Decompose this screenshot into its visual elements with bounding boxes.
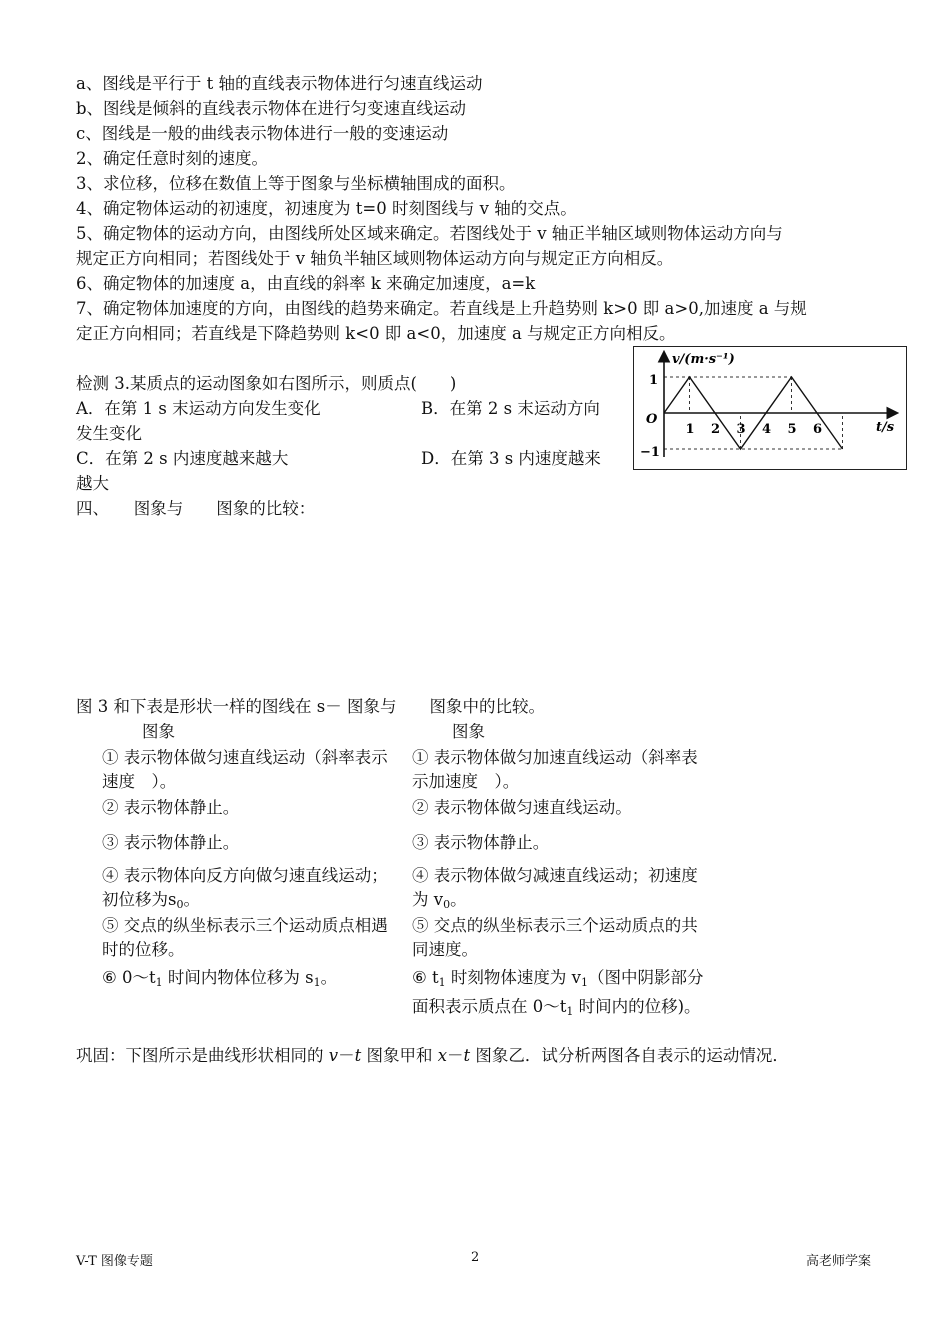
consolidate-line: 巩固：下图所示是曲线形状相同的 v－t 图象甲和 x－t 图象乙．试分析两图各自表示的运动情况．	[76, 1046, 789, 1065]
option-d: D．在第 3 s 内速度越来	[421, 449, 601, 468]
section-heading: 四、 图象与 图象的比较：	[76, 499, 316, 518]
text-line: 3、求位移，位移在数值上等于图象与坐标横轴围成的面积。	[76, 174, 516, 193]
table-cell-right: ② 表示物体做匀速直线运动。	[412, 798, 632, 817]
option-b-cont: 发生变化	[76, 424, 142, 443]
option-b: B．在第 2 s 末运动方向	[421, 399, 600, 418]
footer-left: V-T 图像专题	[76, 1254, 153, 1269]
text-line: c、图线是一般的曲线表示物体进行一般的变速运动	[76, 124, 449, 143]
x-tick-label: 3	[736, 422, 746, 437]
text-line: 4、确定物体运动的初速度，初速度为 t=0 时刻图线与 v 轴的交点。	[76, 199, 577, 218]
table-cell-left: ⑤ 交点的纵坐标表示三个运动质点相遇时的位移。	[102, 916, 388, 959]
table-cell-right: ⑤ 交点的纵坐标表示三个运动质点的共同速度。	[412, 916, 698, 959]
text-line: b、图线是倾斜的直线表示物体在进行匀变速直线运动	[76, 99, 467, 118]
x-tick-label: 6	[813, 422, 823, 437]
option-d-cont: 越大	[76, 474, 109, 493]
text-line: 5、确定物体的运动方向，由图线所处区域来确定。若图线处于 v 轴正半轴区域则物体运动方向与	[76, 224, 783, 243]
compare-intro: 图 3 和下表是形状一样的图线在 s－ 图象与 图象中的比较。	[76, 697, 545, 716]
t-axis-label: t/s	[876, 420, 895, 435]
table-head-left: 图象	[142, 722, 175, 741]
y-tick-neg1: −1	[640, 445, 660, 460]
table-cell-right: ⑥ $t_1$ 时刻物体速度为 $v_1$（图中阴影部分面积表示质点在 $0\sim t_1$ 时间内的位移)。	[412, 968, 704, 1018]
text-line: 7、确定物体加速度的方向，由图线的趋势来确定。若直线是上升趋势则 k>0 即 a>0,加速度 a 与规	[76, 299, 807, 318]
text-line: a、图线是平行于 t 轴的直线表示物体进行匀速直线运动	[76, 74, 483, 93]
x-tick-label: 5	[787, 422, 797, 437]
text-line: 2、确定任意时刻的速度。	[76, 149, 268, 168]
text-line: 定正方向相同；若直线是下降趋势则 k<0 即 a<0，加速度 a 与规定正方向相反。	[76, 324, 676, 343]
x-tick-label: 1	[685, 422, 695, 437]
table-cell-right: ④ 表示物体做匀减速直线运动；初速度为 $v_0$。	[412, 866, 698, 911]
table-cell-right: ③ 表示物体静止。	[412, 833, 550, 852]
table-cell-left: ④ 表示物体向反方向做匀速直线运动；初位移为$s_0$。	[102, 866, 388, 911]
option-a: A．在第 1 s 末运动方向发生变化	[76, 399, 321, 418]
table-cell-left: ⑥ $0\sim t_1$ 时间内物体位移为 $s_1$。	[102, 968, 338, 989]
y-tick-1: 1	[649, 373, 659, 388]
table-cell-left: ① 表示物体做匀速直线运动（斜率表示速度 ）。	[102, 748, 388, 791]
origin-label: O	[646, 412, 658, 427]
text-line: 规定正方向相同；若图线处于 v 轴负半轴区域则物体运动方向与规定正方向相反。	[76, 249, 674, 268]
table-cell-left: ③ 表示物体静止。	[102, 833, 240, 852]
velocity-time-svg	[634, 347, 906, 469]
v-axis-label: v/(m·s⁻¹)	[672, 352, 735, 367]
option-c: C．在第 2 s 内速度越来越大	[76, 449, 289, 468]
table-cell-right: ① 表示物体做匀加速直线运动（斜率表示加速度 ）。	[412, 748, 698, 791]
x-tick-label: 2	[711, 422, 721, 437]
footer-right: 高老师学案	[806, 1254, 872, 1269]
velocity-time-graph	[633, 346, 907, 470]
text-line: 6、确定物体的加速度 a，由直线的斜率 k 来确定加速度，a=k	[76, 274, 536, 293]
page-number: 2	[471, 1250, 480, 1265]
x-tick-label: 4	[762, 422, 772, 437]
question-stem: 检测 3.某质点的运动图象如右图所示，则质点( )	[76, 374, 457, 393]
table-head-right: 图象	[452, 722, 485, 741]
table-cell-left: ② 表示物体静止。	[102, 798, 240, 817]
